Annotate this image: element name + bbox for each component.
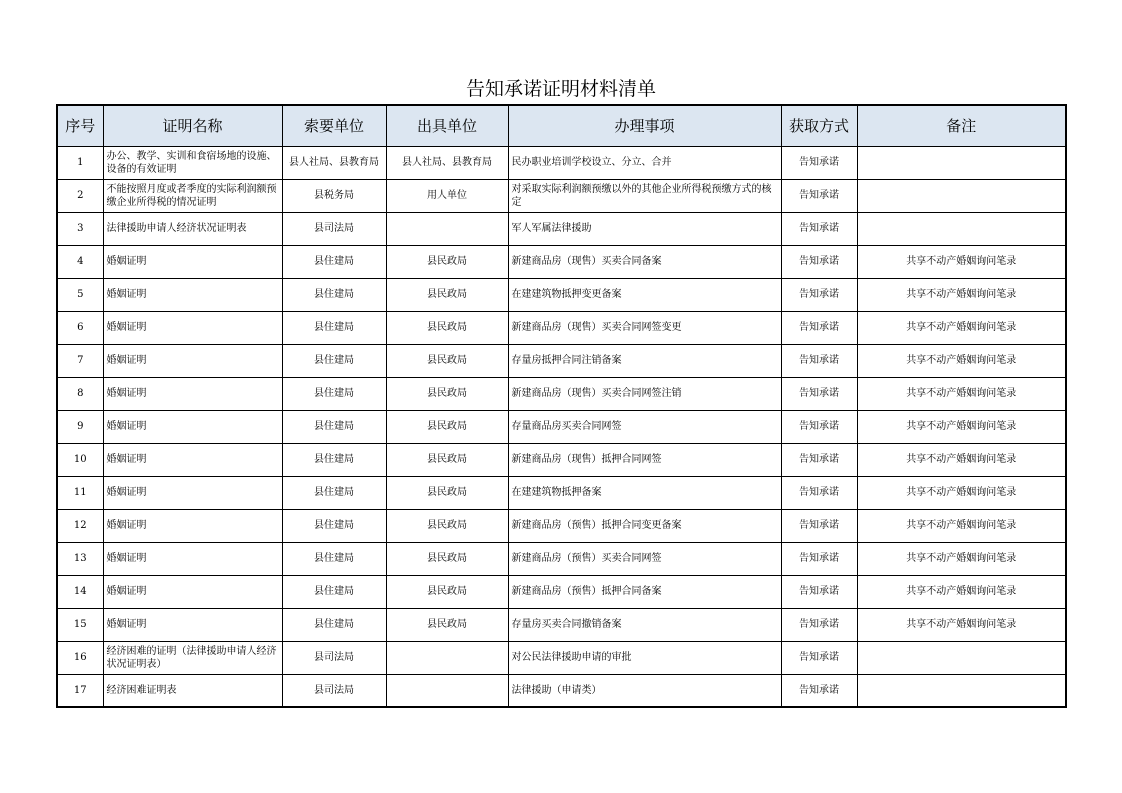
cell-note: 共享不动产婚姻询问笔录 [857, 443, 1066, 476]
cell-note: 共享不动产婚姻询问笔录 [857, 311, 1066, 344]
table-row [57, 575, 1066, 608]
cell-issuing-unit: 县民政局 [386, 278, 508, 311]
cell-certificate-name: 婚姻证明 [103, 278, 282, 311]
cell-no: 2 [57, 179, 103, 212]
cell-note: 共享不动产婚姻询问笔录 [857, 509, 1066, 542]
cell-issuing-unit: 县民政局 [386, 377, 508, 410]
column-header-name: 证明名称 [103, 105, 282, 146]
cell-note: 共享不动产婚姻询问笔录 [857, 344, 1066, 377]
cell-no: 1 [57, 146, 103, 179]
cell-matter: 新建商品房（现售）买卖合同网签变更 [508, 311, 781, 344]
cell-requesting-unit: 县司法局 [282, 212, 386, 245]
cell-method: 告知承诺 [781, 575, 857, 608]
column-header-requester: 索要单位 [282, 105, 386, 146]
cell-note: 共享不动产婚姻询问笔录 [857, 476, 1066, 509]
table-row [57, 377, 1066, 410]
cell-note: 共享不动产婚姻询问笔录 [857, 575, 1066, 608]
cell-no: 17 [57, 674, 103, 707]
cell-matter: 法律援助（申请类） [508, 674, 781, 707]
column-header-note: 备注 [857, 105, 1066, 146]
cell-issuing-unit: 县民政局 [386, 542, 508, 575]
cell-issuing-unit: 县民政局 [386, 245, 508, 278]
table-row [57, 212, 1066, 245]
cell-matter: 新建商品房（现售）抵押合同网签 [508, 443, 781, 476]
cell-note: 共享不动产婚姻询问笔录 [857, 278, 1066, 311]
cell-certificate-name: 婚姻证明 [103, 443, 282, 476]
cell-matter: 存量房买卖合同撤销备案 [508, 608, 781, 641]
cell-matter: 在建建筑物抵押备案 [508, 476, 781, 509]
cell-requesting-unit: 县住建局 [282, 410, 386, 443]
cell-matter: 新建商品房（预售）抵押合同备案 [508, 575, 781, 608]
column-header-issuer: 出具单位 [386, 105, 508, 146]
cell-note: 共享不动产婚姻询问笔录 [857, 377, 1066, 410]
table-row [57, 146, 1066, 179]
cell-no: 3 [57, 212, 103, 245]
cell-no: 12 [57, 509, 103, 542]
page-title: 告知承诺证明材料清单 [465, 78, 656, 100]
cell-method: 告知承诺 [781, 476, 857, 509]
cell-certificate-name: 婚姻证明 [103, 377, 282, 410]
cell-certificate-name: 婚姻证明 [103, 344, 282, 377]
cell-requesting-unit: 县住建局 [282, 575, 386, 608]
cell-issuing-unit [386, 674, 508, 707]
cell-no: 8 [57, 377, 103, 410]
cell-note [857, 674, 1066, 707]
cell-matter: 存量房抵押合同注销备案 [508, 344, 781, 377]
table-row [57, 245, 1066, 278]
cell-certificate-name: 婚姻证明 [103, 410, 282, 443]
cell-certificate-name: 婚姻证明 [103, 245, 282, 278]
cell-method: 告知承诺 [781, 377, 857, 410]
cell-issuing-unit: 县民政局 [386, 410, 508, 443]
cell-matter: 在建建筑物抵押变更备案 [508, 278, 781, 311]
cell-method: 告知承诺 [781, 146, 857, 179]
cell-method: 告知承诺 [781, 245, 857, 278]
cell-certificate-name: 婚姻证明 [103, 575, 282, 608]
cell-requesting-unit: 县司法局 [282, 641, 386, 674]
cell-no: 7 [57, 344, 103, 377]
cell-issuing-unit: 县民政局 [386, 344, 508, 377]
cell-method: 告知承诺 [781, 509, 857, 542]
cell-requesting-unit: 县人社局、县教育局 [282, 146, 386, 179]
cell-method: 告知承诺 [781, 542, 857, 575]
cell-note: 共享不动产婚姻询问笔录 [857, 542, 1066, 575]
table-row [57, 443, 1066, 476]
cell-method: 告知承诺 [781, 443, 857, 476]
cell-no: 15 [57, 608, 103, 641]
table-body [57, 146, 1066, 707]
table-row [57, 674, 1066, 707]
cell-note: 共享不动产婚姻询问笔录 [857, 245, 1066, 278]
cell-matter: 新建商品房（预售）抵押合同变更备案 [508, 509, 781, 542]
cell-no: 13 [57, 542, 103, 575]
table-row [57, 410, 1066, 443]
cell-note [857, 641, 1066, 674]
cell-issuing-unit: 县民政局 [386, 608, 508, 641]
cell-note: 共享不动产婚姻询问笔录 [857, 410, 1066, 443]
column-header-method: 获取方式 [781, 105, 857, 146]
cell-note: 共享不动产婚姻询问笔录 [857, 608, 1066, 641]
table-row [57, 542, 1066, 575]
cell-certificate-name: 婚姻证明 [103, 608, 282, 641]
cell-method: 告知承诺 [781, 641, 857, 674]
cell-no: 11 [57, 476, 103, 509]
cell-requesting-unit: 县住建局 [282, 245, 386, 278]
cell-matter: 新建商品房（现售）买卖合同网签注销 [508, 377, 781, 410]
cell-matter: 民办职业培训学校设立、分立、合并 [508, 146, 781, 179]
cell-method: 告知承诺 [781, 674, 857, 707]
cell-matter: 存量商品房买卖合同网签 [508, 410, 781, 443]
table-row [57, 476, 1066, 509]
cell-matter: 新建商品房（预售）买卖合同网签 [508, 542, 781, 575]
table-row [57, 278, 1066, 311]
materials-table [56, 104, 1067, 708]
cell-certificate-name: 法律援助申请人经济状况证明表 [103, 212, 282, 245]
table-row [57, 311, 1066, 344]
cell-certificate-name: 不能按照月度或者季度的实际利润额预缴企业所得税的情况证明 [103, 179, 282, 212]
cell-requesting-unit: 县税务局 [282, 179, 386, 212]
cell-issuing-unit: 县民政局 [386, 476, 508, 509]
cell-issuing-unit: 县民政局 [386, 311, 508, 344]
cell-certificate-name: 经济困难证明表 [103, 674, 282, 707]
cell-method: 告知承诺 [781, 344, 857, 377]
cell-requesting-unit: 县住建局 [282, 509, 386, 542]
cell-method: 告知承诺 [781, 278, 857, 311]
cell-requesting-unit: 县住建局 [282, 476, 386, 509]
cell-note [857, 146, 1066, 179]
cell-certificate-name: 经济困难的证明（法律援助申请人经济状况证明表） [103, 641, 282, 674]
cell-method: 告知承诺 [781, 608, 857, 641]
cell-matter: 对公民法律援助申请的审批 [508, 641, 781, 674]
cell-issuing-unit: 县民政局 [386, 509, 508, 542]
cell-matter: 新建商品房（现售）买卖合同备案 [508, 245, 781, 278]
table-row [57, 509, 1066, 542]
cell-method: 告知承诺 [781, 212, 857, 245]
cell-no: 4 [57, 245, 103, 278]
table-row [57, 641, 1066, 674]
cell-requesting-unit: 县住建局 [282, 377, 386, 410]
cell-no: 16 [57, 641, 103, 674]
table-row [57, 179, 1066, 212]
cell-requesting-unit: 县住建局 [282, 311, 386, 344]
cell-issuing-unit: 用人单位 [386, 179, 508, 212]
cell-method: 告知承诺 [781, 410, 857, 443]
cell-matter: 对采取实际利润额预缴以外的其他企业所得税预缴方式的核定 [508, 179, 781, 212]
cell-certificate-name: 婚姻证明 [103, 311, 282, 344]
cell-no: 5 [57, 278, 103, 311]
cell-requesting-unit: 县司法局 [282, 674, 386, 707]
cell-certificate-name: 婚姻证明 [103, 542, 282, 575]
cell-certificate-name: 婚姻证明 [103, 509, 282, 542]
cell-method: 告知承诺 [781, 311, 857, 344]
cell-issuing-unit: 县民政局 [386, 575, 508, 608]
cell-no: 9 [57, 410, 103, 443]
table-row [57, 344, 1066, 377]
cell-issuing-unit: 县民政局 [386, 443, 508, 476]
cell-certificate-name: 办公、教学、实训和食宿场地的设施、设备的有效证明 [103, 146, 282, 179]
cell-issuing-unit [386, 641, 508, 674]
cell-note [857, 212, 1066, 245]
cell-issuing-unit: 县人社局、县教育局 [386, 146, 508, 179]
cell-method: 告知承诺 [781, 179, 857, 212]
table-header-row [57, 105, 1066, 146]
column-header-matter: 办理事项 [508, 105, 781, 146]
table-row [57, 608, 1066, 641]
cell-requesting-unit: 县住建局 [282, 542, 386, 575]
cell-note [857, 179, 1066, 212]
cell-no: 10 [57, 443, 103, 476]
cell-no: 6 [57, 311, 103, 344]
cell-requesting-unit: 县住建局 [282, 443, 386, 476]
cell-issuing-unit [386, 212, 508, 245]
column-header-no: 序号 [57, 105, 103, 146]
cell-requesting-unit: 县住建局 [282, 608, 386, 641]
cell-no: 14 [57, 575, 103, 608]
cell-matter: 军人军属法律援助 [508, 212, 781, 245]
cell-requesting-unit: 县住建局 [282, 344, 386, 377]
cell-certificate-name: 婚姻证明 [103, 476, 282, 509]
cell-requesting-unit: 县住建局 [282, 278, 386, 311]
